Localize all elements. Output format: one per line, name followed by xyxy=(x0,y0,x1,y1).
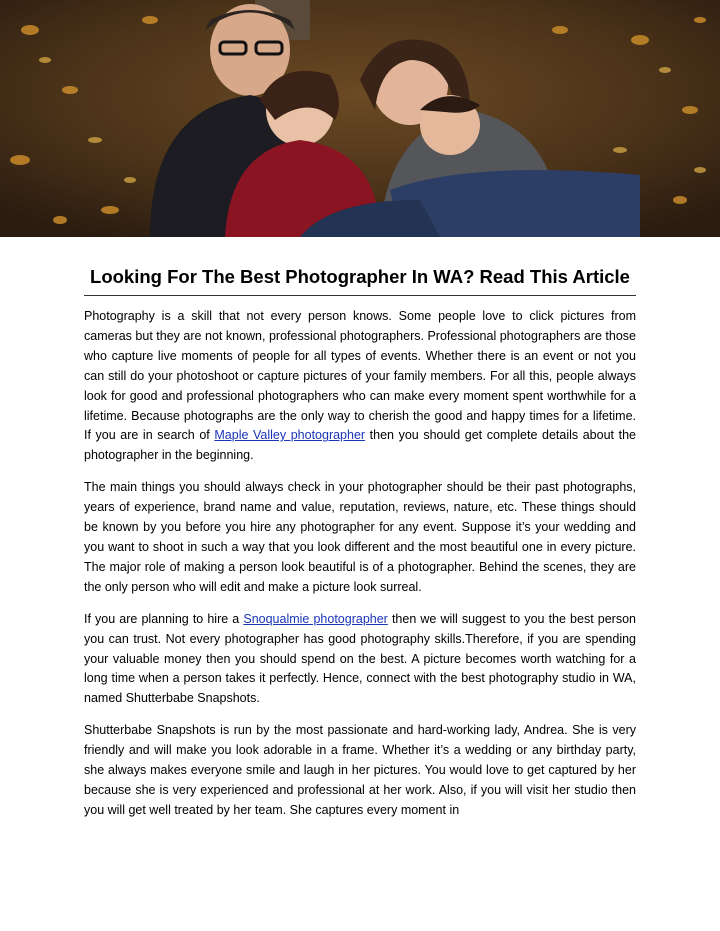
article xyxy=(84,266,636,821)
paragraph-3-text-before: If you are planning to hire a xyxy=(84,611,244,626)
paragraph-1-text-after: then you should get complete details about the photographer in the beginning. xyxy=(84,428,636,463)
article-title: Looking For The Best Photographer In WA? Read This Article xyxy=(84,266,636,296)
paragraph-3-text-after: then we will suggest to you the best person you can trust. Not every photographer has good photography skills.Therefore, if you are spending your valuable money then you should spend on the best. A picture becomes worth watching for a long time when a person takes it perfectly. Hence, connect with the best photography studio in WA, named Shutterbabe Snapshots. xyxy=(84,611,636,706)
family-photo-illustration xyxy=(0,0,720,237)
paragraph-2: The main things you should always check in your photographer should be their past photographs, years of experience, brand name and value, reputation, reviews, nature, etc. These things should be known by you before you hire any photographer for any event. Suppose it’s your wedding and you want to shoot in such a way that you look different and the most beautiful one in every picture. The major role of making a person look beautiful is of a photographer. Behind the scenes, they are the only person who will edit and make a picture look surreal. xyxy=(84,480,636,594)
paragraph-1 xyxy=(84,307,636,466)
paragraph-3 xyxy=(84,610,636,710)
paragraph-1-text-before: Photography is a skill that not every person knows. Some people love to click pictures from cameras but they are not known, professional photographers. Professional photographers are those who capture live moments of people for all types of events. Whether there is an event or not you can still do your photoshoot or capture pictures of your family members. For all this, people always look for good and professional photographers who can make every moment spent worthwhile for a lifetime. Because photographs are the only way to cherish the good and happy times for a lifetime. If you are in search of xyxy=(84,309,636,443)
paragraph-4: Shutterbabe Snapshots is run by the most passionate and hard-working lady, Andrea. She is very friendly and will make you look adorable in a frame. Whether it’s a wedding or any birthday party, she always makes everyone smile and laugh in her pictures. You would love to get captured by her because she is very experienced and professional at her work. Also, if you will visit her studio then you will get well treated by her team. She captures every moment in xyxy=(84,723,636,817)
maple-valley-photographer-link[interactable]: Maple Valley photographer xyxy=(214,428,366,443)
hero-photo xyxy=(0,0,720,237)
snoqualmie-photographer-link[interactable]: Snoqualmie photographer xyxy=(243,611,388,626)
